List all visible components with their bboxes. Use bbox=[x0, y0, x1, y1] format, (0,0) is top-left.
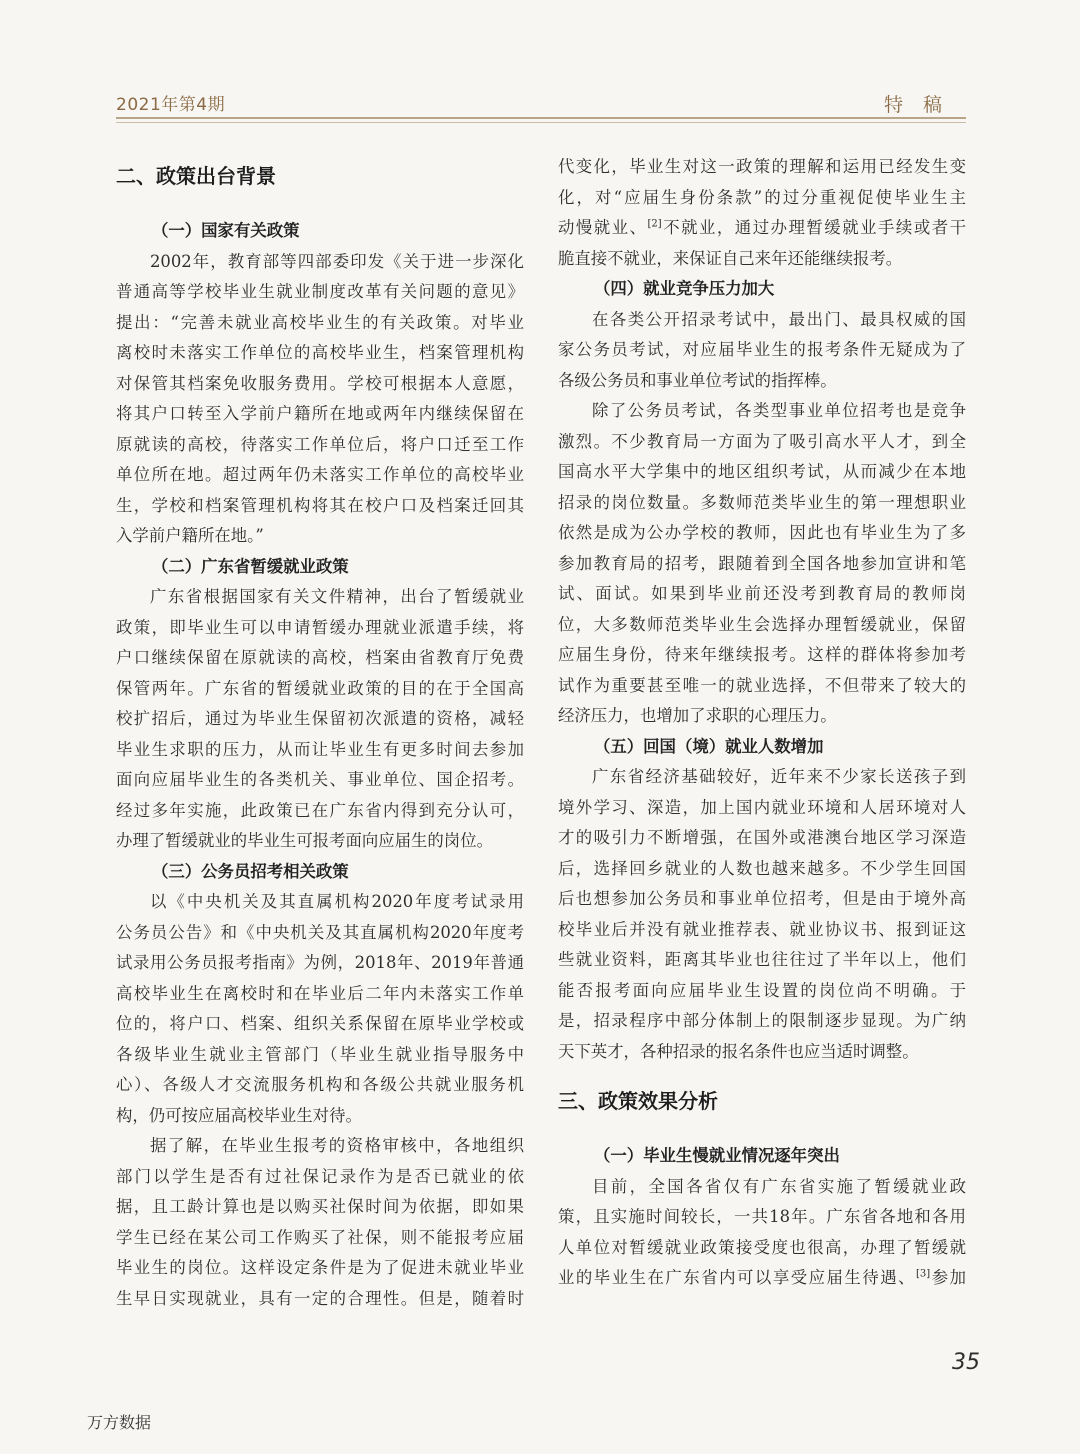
text-line: 对保管其档案免收服务费用。学校可根据本人意愿， bbox=[116, 373, 524, 393]
text-line: 策，且实施时间较长，一共18年。广东省各地和各用 bbox=[558, 1207, 966, 1226]
text-line: 毕业生的岗位。这样设定条件是为了促进未就业毕业 bbox=[116, 1258, 524, 1277]
text-line: 公务员公告》和《中央机关及其直属机构2020年度考 bbox=[116, 922, 524, 942]
text-line: 后，选择回乡就业的人数也越来越多。不少学生回国 bbox=[558, 858, 966, 878]
paragraph bbox=[116, 1131, 524, 1314]
text-line: 提出：“完善未就业高校毕业生的有关政策。对毕业 bbox=[116, 312, 524, 332]
paragraph bbox=[116, 582, 524, 857]
text-line: 生早日实现就业，具有一定的合理性。但是，随着时 bbox=[116, 1288, 524, 1308]
text-line: 脆直接不就业，来保证自己来年还能继续报考。 bbox=[558, 248, 903, 268]
text-line: 生，学校和档案管理机构将其在校户口及档案迁回其 bbox=[116, 495, 524, 515]
issue-label: 2021年第4期 bbox=[116, 95, 226, 115]
text-line: 离校时未落实工作单位的高校毕业生，档案管理机构 bbox=[116, 343, 524, 362]
text-line: 天下英才，各种招录的报名条件也应当适时调整。 bbox=[558, 1041, 919, 1061]
subsection-heading: （一）毕业生慢就业情况逐年突出 bbox=[594, 1146, 840, 1165]
text-line: 代变化，毕业生对这一政策的理解和运用已经发生变 bbox=[558, 157, 966, 176]
text-line bbox=[558, 1263, 966, 1294]
text-line: 构，仍可按应届高校毕业生对待。 bbox=[116, 1105, 362, 1125]
text-span: 不就业，通过办理暂缓就业手续或者干 bbox=[661, 218, 966, 237]
text-line: 原就读的高校，待落实工作单位后，将户口迁至工作 bbox=[116, 434, 524, 454]
text-span: 参加 bbox=[930, 1268, 966, 1287]
section-heading: 二、政策出台背景 bbox=[116, 164, 276, 188]
text-line: 位，大多数师范类毕业生会选择办理暂缓就业，保留 bbox=[558, 614, 966, 634]
page-number: 35 bbox=[952, 1350, 980, 1375]
text-line: 参加教育局的招考，跟随着到全国各地参加宣讲和笔 bbox=[558, 553, 966, 573]
text-line: 激烈。不少教育局一方面为了吸引高水平人才，到全 bbox=[558, 431, 966, 451]
text-line: 依然是成为公办学校的教师，因此也有毕业生为了多 bbox=[558, 523, 966, 542]
text-line: 能否报考面向应届毕业生设置的岗位尚不明确。于 bbox=[558, 980, 966, 1000]
text-line: 家公务员考试，对应届毕业生的报考条件无疑成为了 bbox=[558, 340, 966, 359]
text-line: 应届生身份，待来年继续报考。这样的群体将参加考 bbox=[558, 645, 966, 664]
text-line: 试、面试。如果到毕业前还没考到教育局的教师岗 bbox=[558, 584, 966, 603]
text-line: 是，招录程序中部分体制上的限制逐步显现。为广纳 bbox=[558, 1011, 966, 1030]
text-line: 国高水平大学集中的地区组织考试，从而减少在本地 bbox=[558, 462, 966, 481]
text-line: 校扩招后，通过为毕业生保留初次派遣的资格，减轻 bbox=[116, 709, 524, 728]
text-line: 试录用公务员报考指南》为例，2018年、2019年普通 bbox=[116, 953, 524, 972]
text-line: 部门以学生是否有过社保记录作为是否已就业的依 bbox=[116, 1166, 524, 1186]
text-line: 单位所在地。超过两年仍未落实工作单位的高校毕业 bbox=[116, 465, 524, 484]
paragraph bbox=[116, 887, 524, 1131]
text-line: 校毕业后并没有就业推荐表、就业协议书、报到证这 bbox=[558, 919, 966, 939]
paragraph bbox=[558, 305, 966, 397]
subsection-heading: （二）广东省暂缓就业政策 bbox=[152, 556, 349, 576]
text-line: 心）、各级人才交流服务机构和各级公共就业服务机 bbox=[116, 1075, 524, 1094]
right-column bbox=[558, 152, 966, 1294]
text-span: 动慢就业、 bbox=[558, 218, 648, 237]
text-line: 2002年，教育部等四部委印发《关于进一步深化 bbox=[150, 251, 524, 271]
text-line: 毕业生求职的压力，从而让毕业生有更多时间去参加 bbox=[116, 739, 524, 759]
text-line: 据，且工龄计算也是以购买社保时间为依据，即如果 bbox=[116, 1197, 524, 1216]
text-line: 试作为重要甚至唯一的就业选择，不但带来了较大的 bbox=[558, 675, 966, 695]
text-line: 广东省经济基础较好，近年来不少家长送孩子到 bbox=[592, 767, 966, 786]
section-label: 特稿 bbox=[884, 94, 963, 116]
paragraph bbox=[558, 152, 966, 274]
text-line: 广东省根据国家有关文件精神，出台了暂缓就业 bbox=[150, 587, 524, 606]
text-line: 各级毕业生就业主管部门（毕业生就业指导服务中 bbox=[116, 1044, 524, 1064]
section-heading: 三、政策效果分析 bbox=[558, 1089, 718, 1113]
citation-ref: [3] bbox=[916, 1268, 931, 1280]
text-line: 高校毕业生在离校时和在毕业后二年内未落实工作单 bbox=[116, 983, 524, 1003]
text-line: 办理了暂缓就业的毕业生可报考面向应届生的岗位。 bbox=[116, 831, 493, 850]
citation-ref: [2] bbox=[647, 218, 662, 230]
text-line: 化，对“应届生身份条款”的过分重视促使毕业生主 bbox=[558, 187, 966, 207]
text-line: 才的吸引力不断增强，在国外或港澳台地区学习深造 bbox=[558, 828, 966, 847]
paragraph bbox=[558, 396, 966, 732]
subsection-heading: （三）公务员招考相关政策 bbox=[152, 861, 349, 881]
header-rule-thin bbox=[116, 122, 966, 123]
text-line: 些就业资料，距离其毕业也往往过了半年以上，他们 bbox=[558, 950, 966, 969]
text-line: 户口继续保留在原就读的高校，档案由省教育厅免费 bbox=[116, 648, 524, 667]
text-line: 目前，全国各省仅有广东省实施了暂缓就业政 bbox=[592, 1176, 966, 1196]
text-line: 普通高等学校毕业生就业制度改革有关问题的意见》 bbox=[116, 282, 524, 301]
text-line: 入学前户籍所在地。” bbox=[116, 526, 264, 545]
paragraph bbox=[116, 247, 524, 552]
text-line: 后也想参加公务员和事业单位招考，但是由于境外高 bbox=[558, 889, 966, 908]
subsection-heading: （四）就业竞争压力加大 bbox=[594, 279, 775, 298]
text-span: 业的毕业生在广东省内可以享受应届生待遇、 bbox=[558, 1268, 917, 1287]
paragraph bbox=[558, 1172, 966, 1294]
left-column bbox=[116, 152, 524, 1314]
subsection-heading: （五）回国（境）就业人数增加 bbox=[594, 736, 824, 756]
text-line: 除了公务员考试，各类型事业单位招考也是竞争 bbox=[592, 401, 966, 420]
text-line: 保管两年。广东省的暂缓就业政策的目的在于全国高 bbox=[116, 678, 524, 698]
subsection-heading: （一）国家有关政策 bbox=[152, 221, 300, 240]
text-line: 学生已经在某公司工作购买了社保，则不能报考应届 bbox=[116, 1227, 524, 1247]
text-line: 境外学习、深造，加上国内就业环境和人居环境对人 bbox=[558, 797, 966, 817]
text-line: 面向应届毕业生的各类机关、事业单位、国企招考。 bbox=[116, 770, 524, 789]
text-line: 以《中央机关及其直属机构2020年度考试录用 bbox=[150, 892, 524, 911]
text-line: 人单位对暂缓就业政策接受度也很高，办理了暂缓就 bbox=[558, 1237, 966, 1257]
text-line: 据了解，在毕业生报考的资格审核中，各地组织 bbox=[150, 1136, 524, 1155]
text-line: 将其户口转至入学前户籍所在地或两年内继续保留在 bbox=[116, 404, 524, 423]
text-line: 位的，将户口、档案、组织关系保留在原毕业学校或 bbox=[116, 1014, 524, 1033]
paragraph bbox=[558, 762, 966, 1067]
text-line: 经过多年实施，此政策已在广东省内得到充分认可， bbox=[116, 800, 524, 820]
source-watermark: 万方数据 bbox=[87, 1413, 152, 1432]
text-line: 经济压力，也增加了求职的心理压力。 bbox=[558, 706, 837, 725]
text-line: 招录的岗位数量。多数师范类毕业生的第一理想职业 bbox=[558, 492, 966, 512]
text-line: 各级公务员和事业单位考试的指挥棒。 bbox=[558, 370, 837, 390]
text-line bbox=[558, 213, 966, 244]
header-rule bbox=[116, 117, 966, 119]
text-line: 在各类公开招录考试中，最出门、最具权威的国 bbox=[592, 309, 966, 329]
text-line: 政策，即毕业生可以申请暂缓办理就业派遣手续，将 bbox=[116, 617, 524, 637]
